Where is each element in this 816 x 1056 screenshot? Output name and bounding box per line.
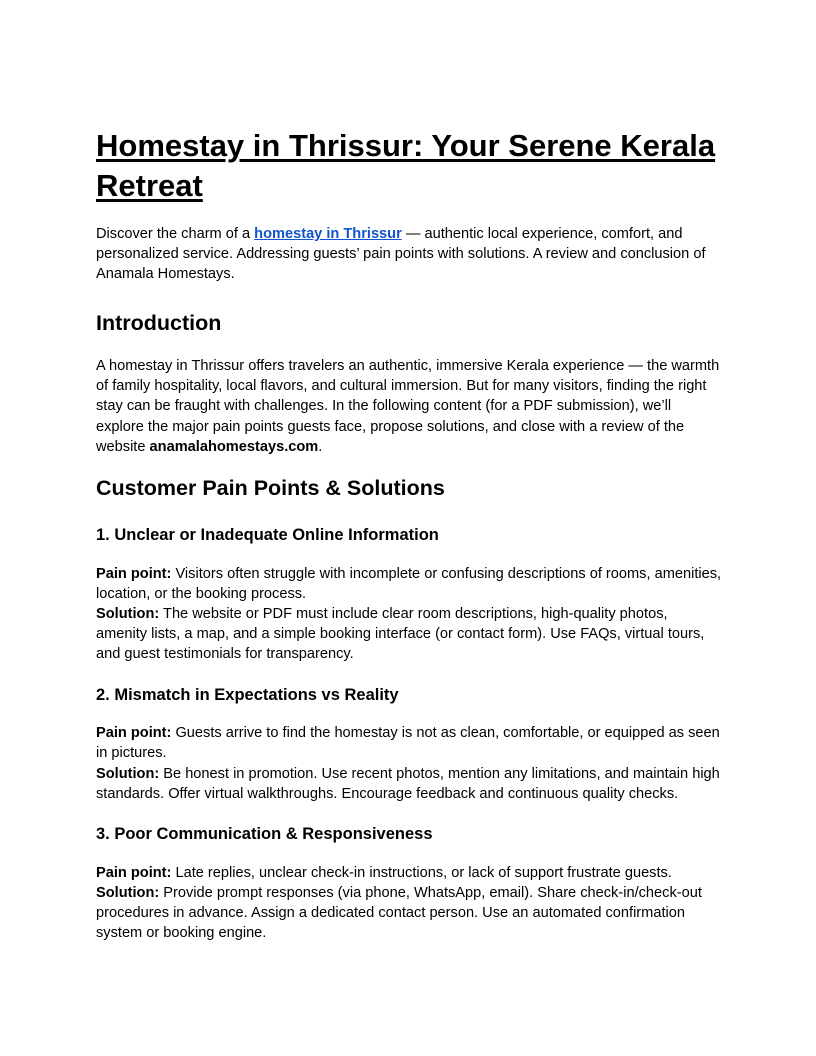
solution-text: Provide prompt responses (via phone, WhatsApp, email). Share check-in/check-out procedures in advance. Assign a dedicated contact person. Use an automated confirmation system or booking engine. bbox=[96, 885, 702, 942]
pain-label: Pain point: bbox=[96, 865, 172, 881]
pain-text: Visitors often struggle with incomplete or confusing descriptions of rooms, amenities, location, or the booking process. bbox=[96, 566, 722, 603]
pain-point-3-solution bbox=[96, 883, 722, 944]
pain-text: Guests arrive to find the homestay is not as clean, comfortable, or equipped as seen in pictures. bbox=[96, 725, 720, 762]
introduction-heading: Introduction bbox=[96, 311, 222, 335]
pain-point-2-pain bbox=[96, 723, 722, 763]
homestay-link[interactable]: homestay in Thrissur bbox=[254, 226, 402, 242]
solution-label: Solution: bbox=[96, 606, 160, 622]
pain-point-1-pain bbox=[96, 564, 722, 604]
introduction-end: . bbox=[318, 438, 323, 455]
intro-paragraph bbox=[96, 224, 722, 285]
pain-points-heading: Customer Pain Points & Solutions bbox=[96, 476, 445, 500]
pain-text: Late replies, unclear check-in instructions, or lack of support frustrate guests. bbox=[171, 865, 672, 881]
introduction-text: A homestay in Thrissur offers travelers an authentic, immersive Kerala experience — the warmth of family hospitality, local flavors, and cultural immersion. But for many visitors, finding the right stay can be fraught with challenges. In the following content (for a PDF submission), we’ll explore the major pain points guests face, propose solutions, and close with a review of the website bbox=[96, 358, 720, 455]
pain-point-2-solution bbox=[96, 764, 722, 804]
intro-text-after: — authentic local experience, comfort, and personalized service. Addressing guests’ pain points with solutions. A review and conclusion of Anamala Homestays. bbox=[96, 226, 706, 283]
solution-label: Solution: bbox=[96, 766, 160, 782]
solution-label: Solution: bbox=[96, 885, 160, 901]
pain-point-1-heading: 1. Unclear or Inadequate Online Information bbox=[96, 526, 439, 544]
introduction-paragraph bbox=[96, 356, 722, 457]
pain-point-3-heading: 3. Poor Communication & Responsiveness bbox=[96, 825, 433, 843]
pain-point-2-heading: 2. Mismatch in Expectations vs Reality bbox=[96, 686, 399, 704]
website-name: anamalahomestays.com bbox=[149, 438, 319, 455]
solution-text: Be honest in promotion. Use recent photos, mention any limitations, and maintain high standards. Offer virtual walkthroughs. Encourage feedback and continuous quality checks. bbox=[96, 766, 720, 803]
pain-point-1-solution bbox=[96, 604, 722, 665]
solution-text: The website or PDF must include clear room descriptions, high-quality photos, amenity lists, a map, and a simple booking interface (or contact form). Use FAQs, virtual tours, and guest testimonials for transparency. bbox=[96, 606, 705, 663]
pain-label: Pain point: bbox=[96, 566, 172, 582]
intro-text-before: Discover the charm of a bbox=[96, 226, 255, 242]
pain-point-3-pain bbox=[96, 863, 722, 883]
page-title: Homestay in Thrissur: Your Serene Kerala Retreat bbox=[96, 128, 716, 203]
pain-label: Pain point: bbox=[96, 725, 172, 741]
